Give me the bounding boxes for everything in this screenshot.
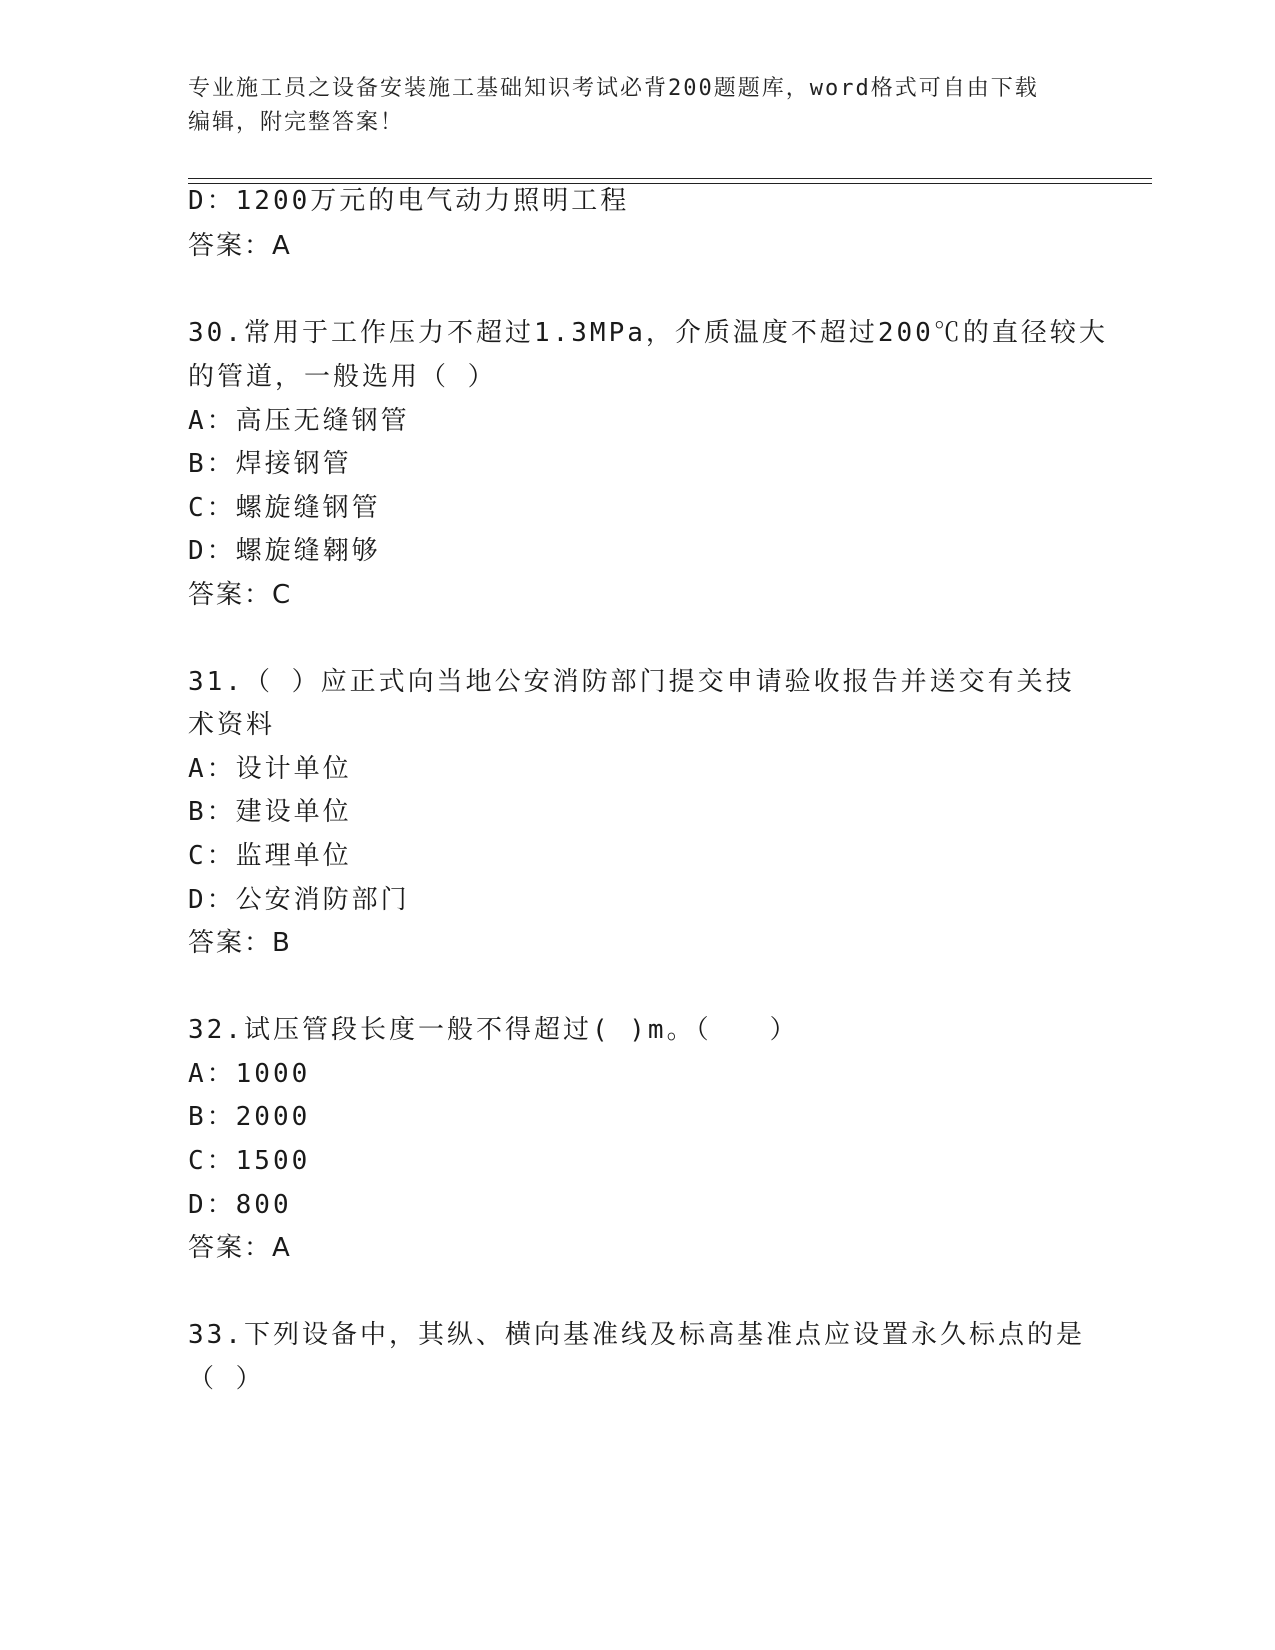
q31-stem-line-2: 术资料 — [188, 710, 276, 740]
q32-answer: 答案：A — [188, 1233, 292, 1263]
q30-option-c: C：螺旋缝钢管 — [188, 493, 381, 523]
q32-option-c: C：1500 — [188, 1146, 311, 1176]
document-header — [188, 72, 1088, 140]
q31-answer: 答案：B — [188, 928, 292, 958]
q32-stem-line-1: 32.试压管段长度一般不得超过( )m。（ ） — [188, 1015, 799, 1045]
header-title-line-2: 编辑，附完整答案！ — [188, 110, 405, 135]
q29-option-d: D：1200万元的电气动力照明工程 — [188, 186, 630, 216]
q31-option-c: C：监理单位 — [188, 841, 352, 871]
q30-stem-line-1: 30.常用于工作压力不超过1.3MPa，介质温度不超过200℃的直径较大 — [188, 318, 1108, 348]
q33-stem-line-1: 33.下列设备中，其纵、横向基准线及标高基准点应设置永久标点的是 — [188, 1320, 1085, 1350]
q31-option-d: D：公安消防部门 — [188, 885, 410, 915]
q33-stem-line-2: （ ） — [188, 1364, 265, 1394]
q29-answer: 答案：A — [188, 231, 292, 261]
q30-option-b: B：焊接钢管 — [188, 449, 352, 479]
header-title-line-1: 专业施工员之设备安装施工基础知识考试必背200题题库，word格式可自由下载 — [188, 76, 1039, 101]
q32-option-b: B：2000 — [188, 1102, 311, 1132]
q30-stem-line-2: 的管道，一般选用（ ） — [188, 362, 497, 392]
q31-stem-line-1: 31.（ ）应正式向当地公安消防部门提交申请验收报告并送交有关技 — [188, 667, 1075, 697]
q30-answer: 答案：C — [188, 580, 293, 610]
q31-option-a: A：设计单位 — [188, 754, 352, 784]
q32-option-a: A：1000 — [188, 1059, 311, 1089]
q30-option-d: D：螺旋缝翱够 — [188, 536, 381, 566]
q31-option-b: B：建设单位 — [188, 797, 352, 827]
q32-option-d: D：800 — [188, 1190, 292, 1220]
q30-option-a: A：高压无缝钢管 — [188, 406, 410, 436]
